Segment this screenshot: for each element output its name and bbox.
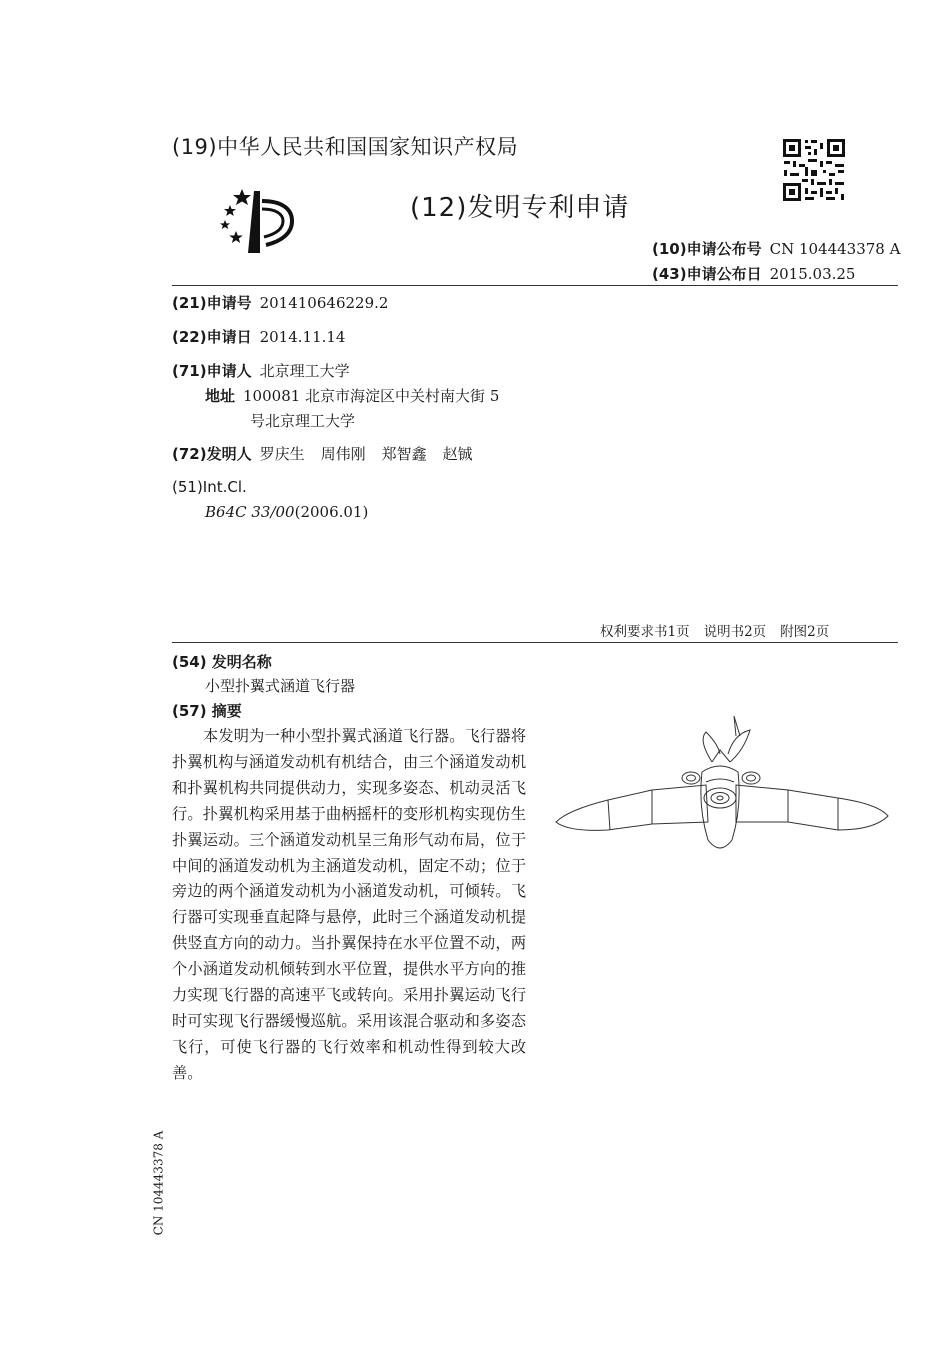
publication-number-row: [652, 238, 900, 259]
application-date: 2014.11.14: [259, 328, 346, 346]
application-number-label: (21)申请号: [172, 294, 252, 312]
inventor-name: 周伟刚: [320, 445, 366, 463]
invention-title: 小型扑翼式涵道飞行器: [205, 677, 356, 695]
inventor-name: 赵铖: [442, 445, 473, 463]
office-name: (19)中华人民共和国国家知识产权局: [172, 135, 519, 159]
address-line-2: 号北京理工大学: [250, 412, 356, 430]
drawings-page-count: 附图2页: [780, 624, 830, 640]
page-counts: [600, 620, 843, 640]
address-line-1: 100081 北京市海淀区中关村南大街 5: [243, 387, 500, 405]
aircraft-drawing: [548, 712, 894, 860]
application-date-row: [172, 326, 345, 347]
application-number-row: [172, 292, 388, 313]
section-divider: [172, 642, 898, 643]
publication-number-label: (10)申请公布号: [652, 240, 762, 258]
qr-code-icon: [781, 137, 847, 203]
header-divider: [172, 285, 898, 286]
int-cl-label: (51)Int.Cl.: [172, 478, 247, 496]
address-row: [205, 385, 499, 406]
description-page-count: 说明书2页: [703, 624, 767, 640]
applicant-row: [172, 360, 350, 381]
applicant-label: (71)申请人: [172, 362, 252, 380]
side-publication-code-text: CN 104443378 A: [151, 1130, 166, 1236]
claims-page-count: 权利要求书1页: [600, 624, 690, 640]
int-cl-version: (2006.01): [294, 503, 369, 521]
cnipa-logo: [214, 187, 300, 255]
invention-title-label: (54) 发明名称: [172, 653, 272, 671]
publication-date: 2015.03.25: [769, 265, 856, 283]
int-cl-code: B64C 33/00: [205, 503, 295, 521]
publication-date-label: (43)申请公布日: [652, 265, 762, 283]
inventor-name: 罗庆生: [259, 445, 305, 463]
inventor-name: 郑智鑫: [381, 445, 427, 463]
application-date-label: (22)申请日: [172, 328, 252, 346]
document-type: (12)发明专利申请: [410, 193, 630, 223]
side-publication-code: [138, 1126, 178, 1251]
inventors-label: (72)发明人: [172, 445, 252, 463]
application-number: 201410646229.2: [259, 294, 389, 312]
abstract-label: (57) 摘要: [172, 702, 242, 720]
publication-number: CN 104443378 A: [769, 240, 901, 258]
int-cl-row: [205, 503, 368, 521]
inventors-row: [172, 443, 473, 464]
applicant-name: 北京理工大学: [259, 362, 350, 380]
publication-date-row: [652, 263, 855, 284]
address-label: 地址: [205, 387, 236, 405]
abstract-text: 本发明为一种小型扑翼式涵道飞行器。飞行器将扑翼机构与涵道发动机有机结合，由三个涵道发动机和扑翼机构共同提供动力，实现多姿态、机动灵活飞行。扑翼机构采用基于曲柄摇杆的变形机构实现仿生扑翼运动。三个涵道发动机呈三角形气动布局，位于中间的涵道发动机为主涵道发动机，固定不动；位于旁边的两个涵道发动机为小涵道发动机，可倾转。飞行器可实现垂直起降与悬停，此时三个涵道发动机提供竖直方向的动力。当扑翼保持在水平位置不动，两个小涵道发动机倾转到水平位置，提供水平方向的推力实现飞行器的高速平飞或转向。采用扑翼运动飞行时可实现飞行器缓慢巡航。采用该混合驱动和多姿态飞行，可使飞行器的飞行效率和机动性得到较大改善。: [172, 727, 526, 1082]
